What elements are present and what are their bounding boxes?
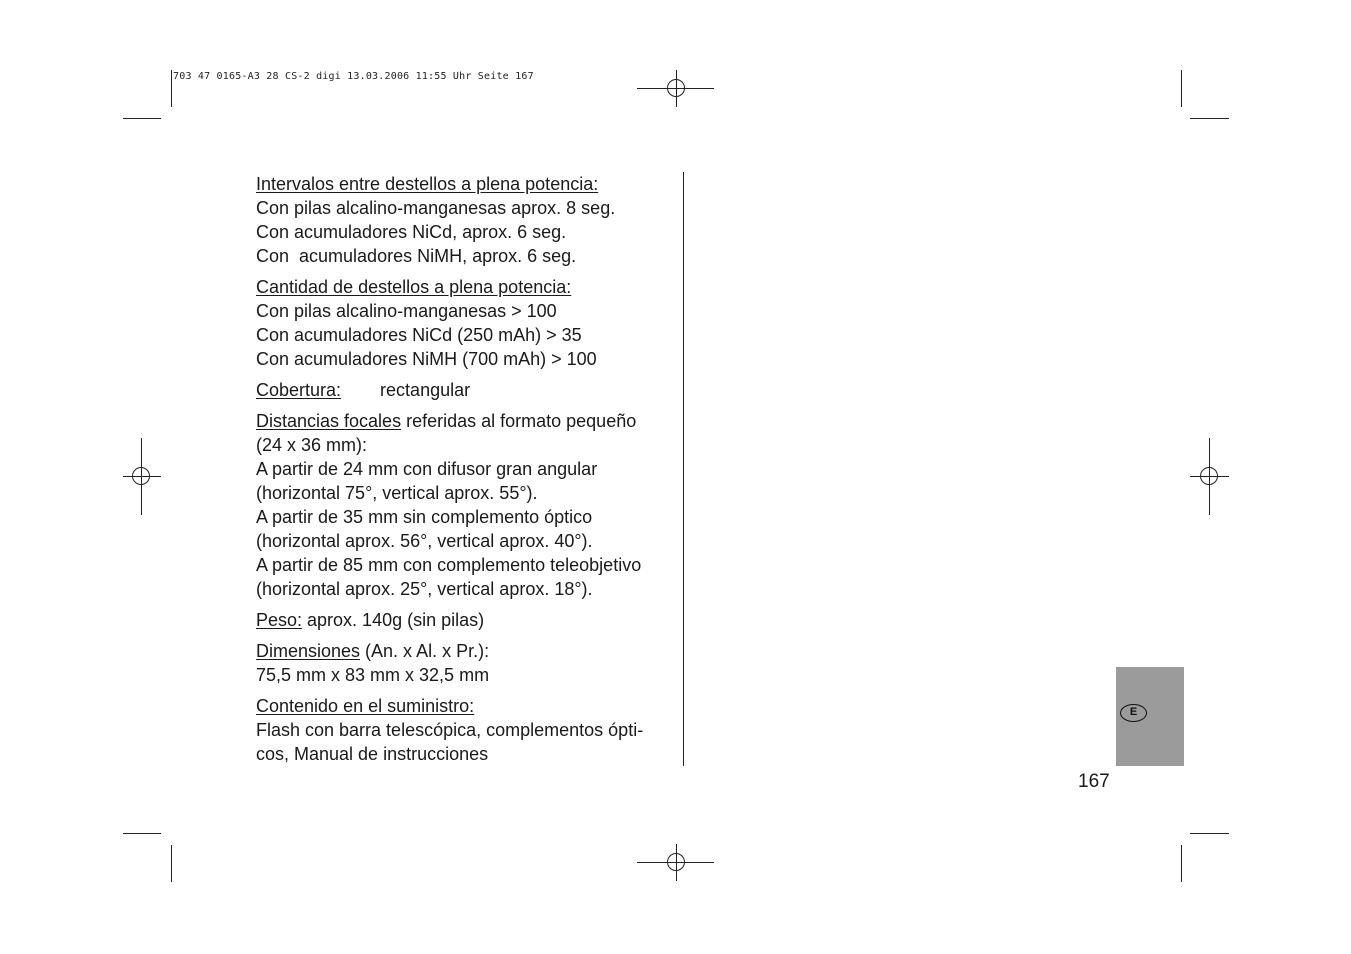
dimensions-section: [256, 639, 676, 687]
spec-value: rectangular: [380, 380, 471, 400]
spec-value: 75,5 mm x 83 mm x 32,5 mm: [256, 665, 490, 685]
section-heading: Contenido en el suministro:: [256, 696, 475, 716]
spec-line: Con acumuladores NiMH (700 mAh) > 100: [256, 349, 597, 369]
coverage-section: [256, 378, 676, 402]
crop-mark: [123, 118, 161, 119]
spec-line: (horizontal 75°, vertical aprox. 55°).: [256, 483, 538, 503]
section-heading: Distancias focales: [256, 411, 402, 431]
crop-mark: [1181, 70, 1182, 107]
crop-mark: [1190, 833, 1229, 834]
heading-rest: (An. x Al. x Pr.):: [360, 641, 490, 661]
spec-line: (horizontal aprox. 56°, vertical aprox. 40°).: [256, 531, 593, 551]
section-heading: Intervalos entre destellos a plena potencia:: [256, 174, 599, 194]
spec-text-column: [256, 172, 676, 773]
print-slug: 703 47 0165-A3 28 CS-2 digi 13.03.2006 11:55 Uhr Seite 167: [173, 71, 534, 82]
spec-line: Flash con barra telescópica, complementos ópti-: [256, 720, 644, 740]
spec-line: cos, Manual de instrucciones: [256, 744, 489, 764]
section-heading: Dimensiones: [256, 641, 361, 661]
spec-line: (24 x 36 mm):: [256, 435, 368, 455]
intervals-section: [256, 172, 676, 268]
spec-line: Con pilas alcalino-manganesas aprox. 8 seg.: [256, 198, 616, 218]
spec-line: A partir de 35 mm sin complemento óptico: [256, 507, 593, 527]
spec-line: Con pilas alcalino-manganesas > 100: [256, 301, 557, 321]
heading-rest: referidas al formato pequeño: [401, 411, 637, 431]
quantity-section: [256, 275, 676, 371]
spec-line: Con acumuladores NiCd (250 mAh) > 35: [256, 325, 582, 345]
section-heading: Cantidad de destellos a plena potencia:: [256, 277, 572, 297]
language-badge: E: [1120, 704, 1147, 722]
crop-mark: [171, 845, 172, 882]
crop-mark: [1181, 845, 1182, 882]
crop-mark: [171, 70, 172, 107]
section-heading: Peso:: [256, 610, 303, 630]
crop-mark: [123, 833, 161, 834]
spec-line: A partir de 24 mm con difusor gran angular: [256, 459, 598, 479]
weight-section: [256, 608, 676, 632]
spec-line: A partir de 85 mm con complemento teleobjetivo: [256, 555, 642, 575]
section-heading: Cobertura:: [256, 380, 342, 400]
spec-line: (horizontal aprox. 25°, vertical aprox. 18°).: [256, 579, 593, 599]
spec-line: Con acumuladores NiMH, aprox. 6 seg.: [256, 246, 577, 266]
page-number: 167: [1078, 771, 1110, 792]
contents-section: [256, 694, 676, 766]
focal-section: [256, 409, 676, 601]
language-tab: [1116, 667, 1184, 766]
spec-line: Con acumuladores NiCd, aprox. 6 seg.: [256, 222, 567, 242]
spec-value: aprox. 140g (sin pilas): [302, 610, 485, 630]
column-divider: [683, 172, 684, 766]
crop-mark: [1190, 118, 1229, 119]
